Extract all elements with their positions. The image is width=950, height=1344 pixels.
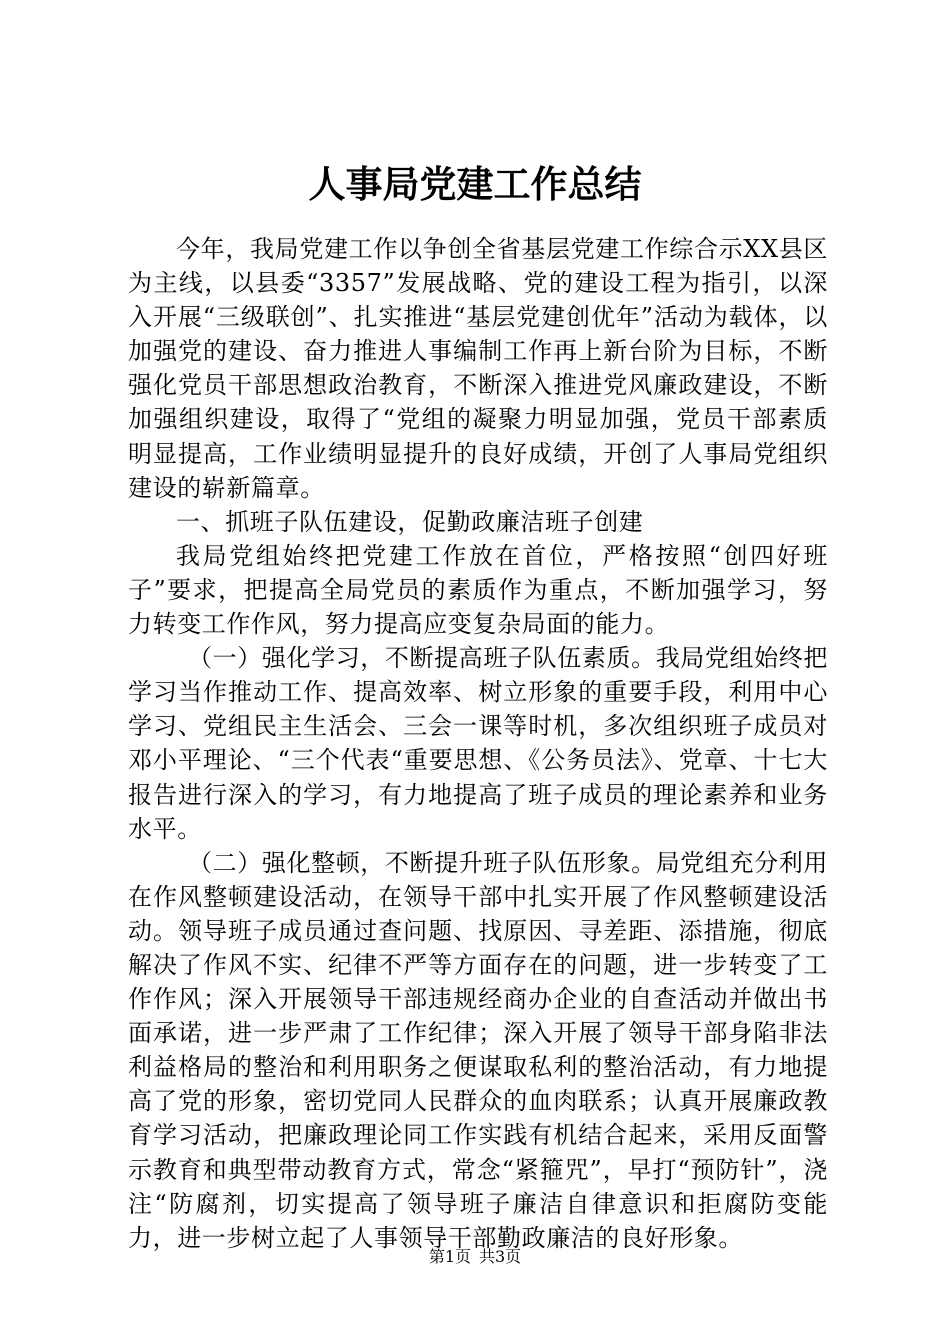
page-total: 共3页 [479,1247,522,1266]
subsection-paragraph-rectification: （二）强化整顿，不断提升班子队伍形象。局党组充分利用在作风整顿建设活动，在领导干部中扎实开展了作风整顿建设活动。领导班子成员通过查问题、找原因、寻差距、添措施，彻底解决了作风不实、纪律不严等方面存在的问题，进一步转变了工作作风；深入开展领导干部违规经商办企业的自查活动并做出书面承诺，进一步严肃了工作纪律；深入开展了领导干部身陷非法利益格局的整治和利用职务之便谋取私利的整治活动，有力地提高了党的形象，密切党同人民群众的血肉联系；认真开展廉政教育学习活动，把廉政理论同工作实践有机结合起来，采用反面警示教育和典型带动教育方式，常念“紧箍咒”，早打“预防针”，浇注“防腐剂，切实提高了领导班子廉洁自律意识和拒腐防变能力，进一步树立起了人事领导干部勤政廉洁的良好形象。 [128,848,828,1252]
page-number: 第1页 [428,1247,471,1266]
document-title: 人事局党建工作总结 [308,162,642,206]
intro-paragraph: 今年，我局党建工作以争创全省基层党建工作综合示XX县区为主线，以县委“3357”发展战略、党的建设工程为指引，以深入开展“三级联创”、扎实推进“基层党建创优年”活动为载体，以加强党的建设、奋力推进人事编制工作再上新台阶为目标，不断强化党员干部思想政治教育，不断深入推进党风廉政建设，不断加强组织建设，取得了“党组的凝聚力明显加强，党员干部素质明显提高，工作业绩明显提升的良好成绩，开创了人事局党组织建设的崭新篇章。 [128,235,828,502]
section-paragraph: 我局党组始终把党建工作放在首位，严格按照“创四好班子”要求，把提高全局党员的素质作为重点，不断加强学习，努力转变工作作风，努力提高应变复杂局面的能力。 [128,541,828,639]
document-body [128,232,828,1255]
page-footer [0,1247,950,1267]
subsection-paragraph-study: （一）强化学习，不断提高班子队伍素质。我局党组始终把学习当作推动工作、提高效率、树立形象的重要手段，利用中心学习、党组民主生活会、三会一课等时机，多次组织班子成员对邓小平理论、“三个代表“重要思想、《公务员法》、党章、十七大报告进行深入的学习，有力地提高了班子成员的理论素养和业务水平。 [128,644,828,843]
section-heading: 一、抓班子队伍建设，促勤政廉洁班子创建 [176,507,644,536]
